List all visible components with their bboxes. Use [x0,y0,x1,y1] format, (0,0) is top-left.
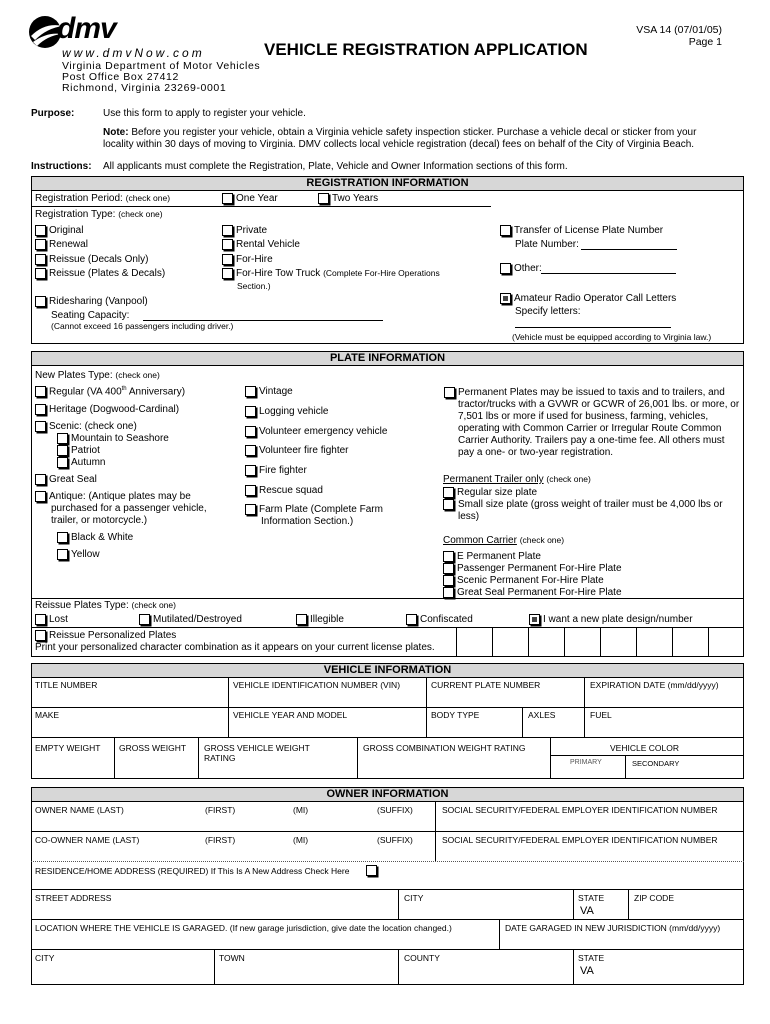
instructions-text: All applicants must complete the Registration, Plate, Vehicle and Owner Information sections of this form. [103,161,568,172]
registration-type-label: Registration Type: (check one) [35,209,163,220]
volunteer-emergency-checkbox[interactable]: Volunteer emergency vehicle [245,426,387,437]
scenic-permanent-checkbox[interactable]: Scenic Permanent For-Hire Plate [443,575,604,586]
gvwr-field-2: RATING [204,753,236,763]
agency-name: Virginia Department of Motor Vehicles [62,60,261,72]
ridesharing-checkbox[interactable]: Ridesharing (Vanpool) [35,296,148,307]
other-checkbox[interactable]: Other: [500,263,542,274]
farm-note: Information Section.) [261,516,354,527]
coowner-suffix-field[interactable]: (SUFFIX) [377,835,413,845]
new-address-checkbox[interactable] [366,865,380,876]
small-size-checkbox[interactable] [443,499,457,510]
coowner-ssn-field[interactable]: SOCIAL SECURITY/FEDERAL EMPLOYER IDENTIFICATION NUMBER [442,835,718,845]
current-plate-field[interactable]: CURRENT PLATE NUMBER [431,680,541,690]
agency-city: Richmond, Virginia 23269-0001 [62,82,227,94]
seating-capacity-label: Seating Capacity: [51,310,130,321]
city-field[interactable]: CITY [404,893,424,903]
year-model-field[interactable]: VEHICLE YEAR AND MODEL [233,710,348,720]
registration-period-label: Registration Period: (check one) [35,193,171,204]
other-line[interactable] [541,273,676,274]
owner-mi-field[interactable]: (MI) [293,805,309,815]
purpose-text: Use this form to apply to register your vehicle. [103,108,306,119]
state-field[interactable]: STATE [578,893,605,903]
street-address-field[interactable]: STREET ADDRESS [35,893,112,903]
owner-ssn-field[interactable]: SOCIAL SECURITY/FEDERAL EMPLOYER IDENTIFICATION NUMBER [442,805,718,815]
specify-letters-label: Specify letters: [515,306,581,317]
original-checkbox[interactable]: Original [35,225,83,236]
reissue-plates-type-label: Reissue Plates Type: (check one) [35,600,176,611]
residence-label: RESIDENCE/HOME ADDRESS (REQUIRED) If This Is A New Address Check Here [35,866,350,876]
transfer-checkbox[interactable]: Transfer of License Plate Number [500,225,663,236]
passenger-permanent-checkbox[interactable]: Passenger Permanent For-Hire Plate [443,563,622,574]
scenic-checkbox[interactable]: Scenic: (check one) [35,421,137,432]
page-title: VEHICLE REGISTRATION APPLICATION [264,40,588,59]
renewal-checkbox[interactable]: Renewal [35,239,88,250]
mountain-checkbox[interactable]: Mountain to Seashore [57,433,169,444]
private-checkbox[interactable]: Private [222,225,267,236]
common-carrier-label: Common Carrier (check one) [443,535,565,546]
autumn-checkbox[interactable]: Autumn [57,457,105,468]
gcwr-field[interactable]: GROSS COMBINATION WEIGHT RATING [363,743,526,753]
registration-section-header: REGISTRATION INFORMATION [31,176,744,191]
black-white-checkbox[interactable]: Black & White [57,532,133,543]
new-design-checkbox[interactable]: I want a new plate design/number [529,614,693,625]
two-years-checkbox[interactable]: Two Years [318,193,378,204]
instructions-label: Instructions: [31,161,92,172]
regular-size-checkbox[interactable]: Regular size plate [443,487,537,498]
patriot-checkbox[interactable]: Patriot [57,445,100,456]
e-permanent-checkbox[interactable]: E Permanent Plate [443,551,541,562]
body-type-field[interactable]: BODY TYPE [431,710,480,720]
gross-weight-field[interactable]: GROSS WEIGHT [119,743,187,753]
great-seal-checkbox[interactable]: Great Seal [35,474,97,485]
great-seal-permanent-checkbox[interactable]: Great Seal Permanent For-Hire Plate [443,587,622,598]
coowner-mi-field[interactable]: (MI) [293,835,309,845]
antique-note-3: trailer, or motorcycle.) [51,515,148,526]
primary-color-field[interactable]: PRIMARY [570,759,602,766]
amateur-note: (Vehicle must be equipped according to Virginia law.) [512,332,712,342]
garaged-county-field[interactable]: COUNTY [404,953,440,963]
regular-va-checkbox[interactable]: Regular (VA 400th Anniversary) [35,386,185,397]
website-url: www.dmvNow.com [62,46,205,60]
garaged-town-field[interactable]: TOWN [219,953,245,963]
plate-number-label: Plate Number: [515,239,579,250]
reissue-personalized-checkbox[interactable]: Reissue Personalized Plates [35,630,176,641]
coowner-last-field[interactable]: CO-OWNER NAME (LAST) [35,835,140,845]
vehicle-color-label: VEHICLE COLOR [610,743,679,753]
specify-letters-line[interactable] [515,327,671,328]
personalized-character-boxes[interactable] [456,627,744,656]
dmv-logo [27,14,142,48]
print-personalized-text: Print your personalized character combination as it appears on your current license plates. [35,642,435,653]
rescue-checkbox[interactable]: Rescue squad [245,485,323,496]
purpose-label: Purpose: [31,108,75,119]
for-hire-tow-checkbox[interactable]: For-Hire Tow Truck (Complete For-Hire Operations [222,268,440,279]
mutilated-checkbox[interactable]: Mutilated/Destroyed [139,614,242,625]
fuel-field[interactable]: FUEL [590,710,612,720]
gvwr-field[interactable]: GROSS VEHICLE WEIGHT [204,743,310,753]
amateur-checkbox[interactable]: Amateur Radio Operator Call Letters [500,293,676,304]
farm-checkbox[interactable]: Farm Plate (Complete Farm [245,504,383,515]
owner-section-header: OWNER INFORMATION [31,787,744,802]
note [103,127,718,151]
state-value: VA [580,905,594,917]
owner-first-field[interactable]: (FIRST) [205,805,236,815]
antique-note-2: purchased for a passenger vehicle, [51,503,207,514]
one-year-checkbox[interactable]: One Year [222,193,278,204]
make-field[interactable]: MAKE [35,710,60,720]
reissue-plates-checkbox[interactable]: Reissue (Plates & Decals) [35,268,165,279]
expiration-date-field[interactable]: EXPIRATION DATE (mm/dd/yyyy) [590,680,719,690]
volunteer-fire-checkbox[interactable]: Volunteer fire fighter [245,445,349,456]
seating-note: (Cannot exceed 16 passengers including driver.) [51,321,234,331]
permanent-checkbox[interactable] [444,387,458,398]
title-number-field[interactable]: TITLE NUMBER [35,680,98,690]
new-plates-label: New Plates Type: (check one) [35,370,160,381]
fire-fighter-checkbox[interactable]: Fire fighter [245,465,307,476]
note-label: Note: [103,127,129,138]
for-hire-checkbox[interactable]: For-Hire [222,254,273,265]
plate-number-line[interactable] [581,249,677,250]
heritage-checkbox[interactable]: Heritage (Dogwood-Cardinal) [35,404,179,415]
reissue-decals-checkbox[interactable]: Reissue (Decals Only) [35,254,148,265]
form-id: VSA 14 (07/01/05) [636,24,722,36]
for-hire-tow-note: Section.) [237,281,271,291]
owner-last-field[interactable]: OWNER NAME (LAST) [35,805,124,815]
garaged-state-field[interactable]: STATE [578,953,605,963]
zip-code-field[interactable]: ZIP CODE [634,893,674,903]
vintage-checkbox[interactable]: Vintage [245,386,293,397]
garaged-state-value: VA [580,965,594,977]
garaged-city-field[interactable]: CITY [35,953,55,963]
lost-checkbox[interactable]: Lost [35,614,68,625]
page-number: Page 1 [688,36,722,48]
secondary-color-field[interactable]: SECONDARY [632,759,680,768]
plate-section-header: PLATE INFORMATION [31,351,744,366]
permanent-trailer-label: Permanent Trailer only (check one) [443,474,591,485]
garaged-location-field[interactable]: LOCATION WHERE THE VEHICLE IS GARAGED. (If new garage jurisdiction, give date the location changed.) [35,923,452,933]
small-size-text: Small size plate (gross weight of trailer must be 4,000 lbs or less) [458,499,723,522]
vin-field[interactable]: VEHICLE IDENTIFICATION NUMBER (VIN) [233,680,401,690]
owner-suffix-field[interactable]: (SUFFIX) [377,805,413,815]
illegible-checkbox[interactable]: Illegible [296,614,344,625]
yellow-checkbox[interactable]: Yellow [57,549,100,560]
vehicle-section-header: VEHICLE INFORMATION [31,663,744,678]
date-garaged-field[interactable]: DATE GARAGED IN NEW JURISDICTION (mm/dd/yyyy) [505,923,721,933]
agency-po-box: Post Office Box 27412 [62,71,179,83]
permanent-text: Permanent Plates may be issued to taxis and to trailers, and tractor/trucks with a GVWR or GCWR of 26,001 lbs. or more, or 7,501 lbs or more if used for business, farming, vehicles, operating with Common Carrier or Irregular Route Common Carrier Authority. Trailers pay a one-time fee. All others must pay a one- or two-year registration. [458,387,740,458]
logo-text: dmv [57,12,116,45]
confiscated-checkbox[interactable]: Confiscated [406,614,473,625]
logging-checkbox[interactable]: Logging vehicle [245,406,329,417]
note-text: Before you register your vehicle, obtain a Virginia vehicle safety inspection sticker. Purchase a vehicle decal or sticker from your locality within 30 days of moving to Virginia. DMV collects local vehicle registration (decal) fees on behalf of the City of Virginia Beach. [103,127,697,150]
axles-field[interactable]: AXLES [528,710,556,720]
rental-checkbox[interactable]: Rental Vehicle [222,239,300,250]
coowner-first-field[interactable]: (FIRST) [205,835,236,845]
empty-weight-field[interactable]: EMPTY WEIGHT [35,743,101,753]
antique-checkbox[interactable]: Antique: (Antique plates may be [35,491,191,502]
